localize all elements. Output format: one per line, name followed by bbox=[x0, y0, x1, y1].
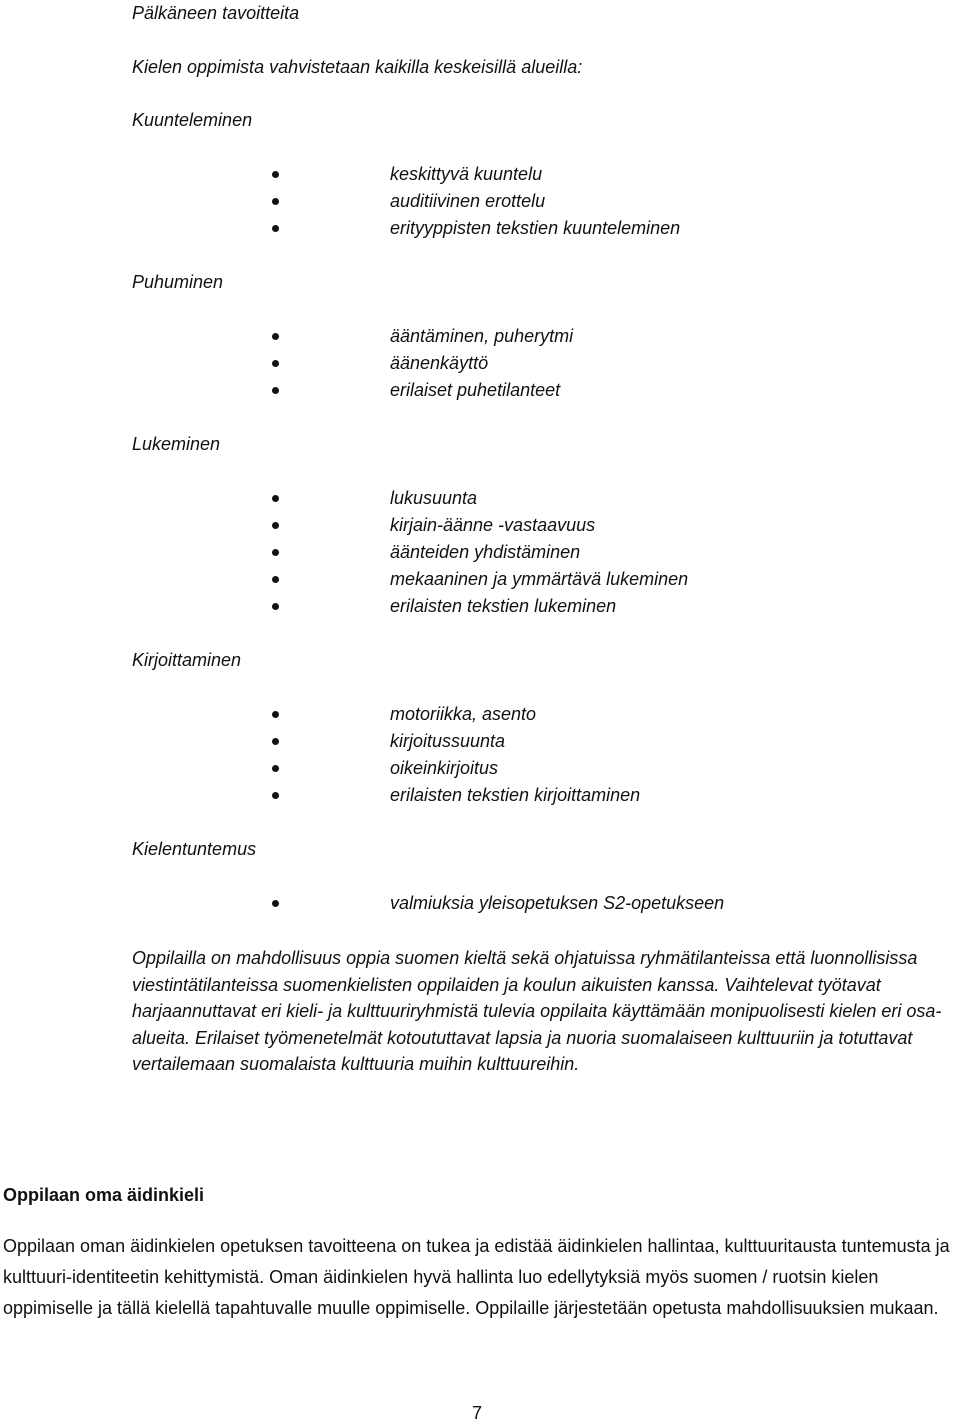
bullet-icon bbox=[272, 738, 279, 745]
bullet-icon bbox=[272, 333, 279, 340]
mother-tongue-heading: Oppilaan oma äidinkieli bbox=[3, 1185, 205, 1205]
section-heading-speaking: Puhuminen bbox=[132, 272, 224, 292]
bullet-icon bbox=[272, 198, 279, 205]
bullet-icon bbox=[272, 792, 279, 799]
intro-text: Kielen oppimista vahvistetaan kaikilla keskeisillä alueilla: bbox=[132, 57, 583, 77]
document-page: Pälkäneen tavoitteita Kielen oppimista vahvistetaan kaikilla keskeisillä alueilla: Kuunteleminen keskittyvä kuuntelu auditiivinen erottelu erityyppisten tekstien kuunteleminen Puhuminen ääntäminen, puherytmi äänenkäyttö erilaiset puhetilanteet Lukeminen lukusuunta kirjain-äänne -vastaavuus äänteiden yhdistäminen mekaaninen ja ymmärtävä lukeminen erilaisten tekstien lukeminen Kirjoittaminen motoriikka, asento kirjoitussuunta oikeinkirjoitus erilaisten tekstien kirjoittaminen Kielentuntemus valmiuksia yleisopetuksen S2-opetukseen Oppilailla on mahdollisuus oppia suomen kieltä sekä ohjatuissa ryhmätilanteissa että luonnollisissa viestintätilanteissa suomenkielisten oppilaiden ja koulun aikuisten kanssa. Vaihtelevat työtavat harjaannuttavat eri kieli- ja kulttuuriryhmistä tulevia oppilaita käyttämään monipuolisesti kielen eri osa-alueita. Erilaiset työmenetelmät kotoututtavat lapsia ja nuoria suomalaiseen kulttuuriin ja totuttavat vertailemaan suomalaista kulttuuria muihin kulttuureihin. Oppilaan oma äidinkieli Oppilaan oman äidinkielen opetuksen tavoitteena on tukea ja edistää äidinkielen hallintaa, kulttuuritausta tuntemusta ja kulttuuri-identiteetin kehittymistä. Oman äidinkielen hyvä hallinta luo edellytyksiä myös suomen / ruotsin kielen oppimiselle ja tällä kielellä tapahtuvalle muulle oppimiselle. Oppilaille järjestetään opetusta mahdollisuuksien mukaan. 7 bbox=[0, 0, 960, 1425]
section-heading-writing: Kirjoittaminen bbox=[132, 650, 242, 670]
bullet-icon bbox=[272, 549, 279, 556]
closing-paragraph: Oppilailla on mahdollisuus oppia suomen kieltä sekä ohjatuissa ryhmätilanteissa että luonnollisissa viestintätilanteissa suomenkielisten oppilaiden ja koulun aikuisten kanssa. Vaihtelevat työtavat harjaannuttavat eri kieli- ja kulttuuriryhmistä tulevia oppilaita käyttämään monipuolisesti kielen eri osa-alueita. Erilaiset työmenetelmät kotoututtavat lapsia ja nuoria suomalaiseen kulttuuriin ja totuttavat vertailemaan suomalaista kulttuuria muihin kulttuureihin. bbox=[132, 948, 942, 1074]
page-number: 7 bbox=[472, 1403, 483, 1423]
bullet-icon bbox=[272, 522, 279, 529]
bullet-icon bbox=[272, 900, 279, 907]
bullet-icon bbox=[272, 711, 279, 718]
bullet-icon bbox=[272, 171, 279, 178]
section-heading-reading: Lukeminen bbox=[132, 434, 221, 454]
section-heading-listening: Kuunteleminen bbox=[132, 110, 253, 130]
bullet-icon bbox=[272, 387, 279, 394]
bullet-icon bbox=[272, 225, 279, 232]
goals-title: Pälkäneen tavoitteita bbox=[132, 3, 300, 23]
bullet-icon bbox=[272, 495, 279, 502]
bullet-icon bbox=[272, 360, 279, 367]
section-heading-language-knowledge: Kielentuntemus bbox=[132, 839, 257, 859]
bullet-icon bbox=[272, 603, 279, 610]
bullet-icon bbox=[272, 576, 279, 583]
mother-tongue-paragraph: Oppilaan oman äidinkielen opetuksen tavoitteena on tukea ja edistää äidinkielen hallintaa, kulttuuritausta tuntemusta ja kulttuuri-identiteetin kehittymistä. Oman äidinkielen hyvä hallinta luo edellytyksiä myös suomen / ruotsin kielen oppimiselle ja tällä kielellä tapahtuvalle muulle oppimiselle. Oppilaille järjestetään opetusta mahdollisuuksien mukaan. bbox=[3, 1236, 950, 1318]
bullet-icon bbox=[272, 765, 279, 772]
